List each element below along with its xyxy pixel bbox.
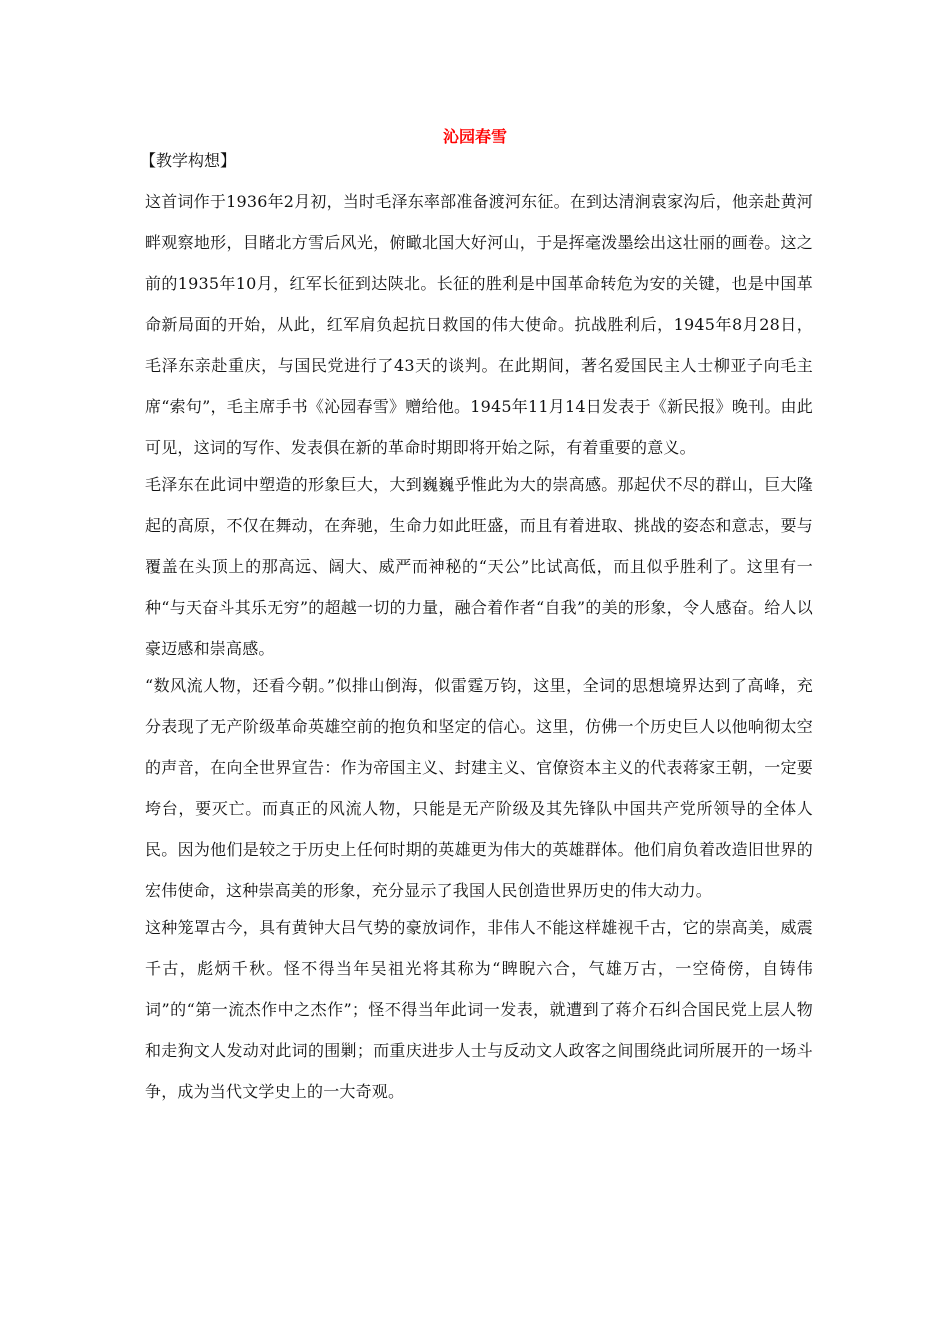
paragraph-background: 这首词作于1936年2月初，当时毛泽东率部准备渡河东征。在到达清涧袁家沟后，他亲赴黄河畔观察地形，目睹北方雪后风光，俯瞰北国大好河山，于是挥毫泼墨绘出这壮丽的画卷。这之前的1935年10月，红军长征到达陕北。长征的胜利是中国革命转危为安的关键，也是中国革命新局面的开始，从此，红军肩负起抗日救国的伟大使命。抗战胜利后，1945年8月28日，毛泽东亲赴重庆，与国民党进行了43天的谈判。在此期间，著名爱国民主人士柳亚子向毛主席“索句”，毛主席手书《沁园春雪》赠给他。1945年11月14日发表于《新民报》晚刊。由此可见，这词的写作、发表俱在新的革命时期即将开始之际，有着重要的意义。 [145, 192, 813, 457]
document-title: 沁园春雪 [442, 127, 507, 146]
document-body [145, 181, 813, 1112]
paragraph-evaluation: 这种笼罩古今，具有黄钟大吕气势的豪放词作，非伟人不能这样雄视千古，它的崇高美，威震千古，彪炳千秋。怪不得当年吴祖光将其称为“睥睨六合，气雄万古，一空倚傍，自铸伟词”的“第一流杰作中之杰作”；怪不得当年此词一发表，就遭到了蒋介石纠合国民党上层人物和走狗文人发动对此词的围剿；而重庆进步人士与反动文人政客之间围绕此词所展开的一场斗争，成为当代文学史上的一大奇观。 [145, 918, 813, 1101]
paragraph-imagery: 毛泽东在此词中塑造的形象巨大，大到巍巍乎惟此为大的崇高感。那起伏不尽的群山，巨大隆起的高原，不仅在舞动，在奔驰，生命力如此旺盛，而且有着进取、挑战的姿态和意志，要与覆盖在头顶上的那高远、阔大、威严而神秘的“天公”比试高低，而且似乎胜利了。这里有一种“与天奋斗其乐无穷”的超越一切的力量，融合着作者“自我”的美的形象，令人感奋。给人以豪迈感和崇高感。 [145, 475, 813, 658]
section-heading: 【教学构想】 [140, 151, 237, 170]
paragraph-climax: “数风流人物，还看今朝。”似排山倒海，似雷霆万钧，这里，全词的思想境界达到了高峰，充分表现了无产阶级革命英雄空前的抱负和坚定的信心。这里，仿佛一个历史巨人以他响彻太空的声音，在向全世界宣告：作为帝国主义、封建主义、官僚资本主义的代表蒋家王朝，一定要垮台，要灭亡。而真正的风流人物，只能是无产阶级及其先锋队中国共产党所领导的全体人民。因为他们是较之于历史上任何时期的英雄更为伟大的英雄群体。他们肩负着改造旧世界的宏伟使命，这种崇高美的形象，充分显示了我国人民创造世界历史的伟大动力。 [145, 676, 813, 900]
